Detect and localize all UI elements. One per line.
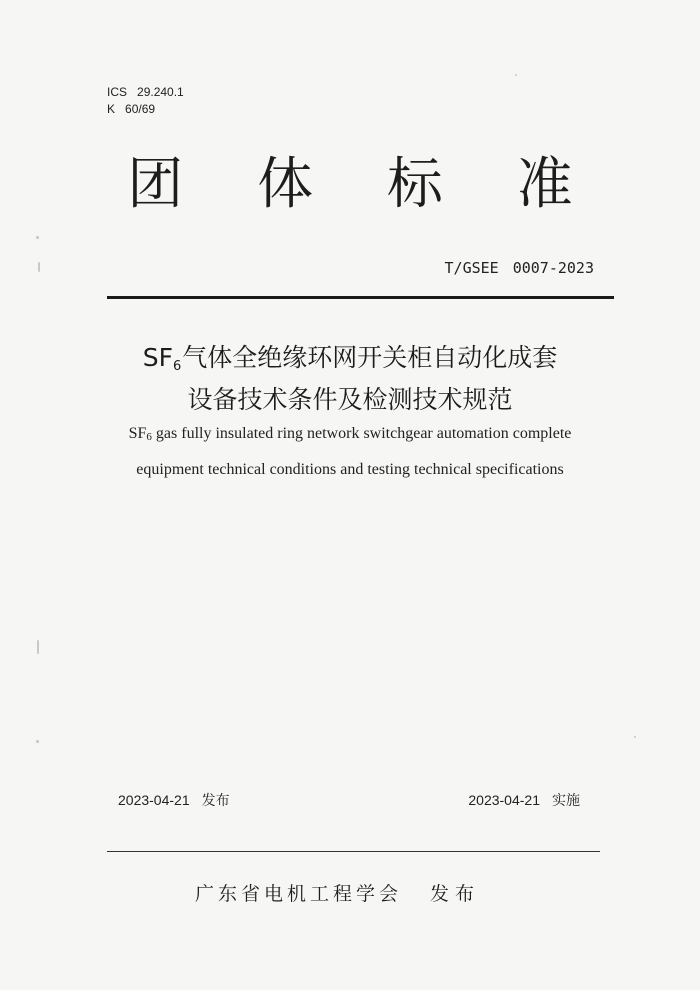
en-sf-subscript: 6 (146, 431, 152, 443)
cn-sf-subscript: 6 (172, 359, 182, 374)
issue-date (118, 790, 230, 810)
cn-sf: SF (142, 343, 173, 372)
publisher (195, 879, 480, 906)
k-label: K (107, 102, 116, 116)
issue-date-value: 2023-04-21 (118, 792, 190, 808)
issue-date-label: 发布 (201, 793, 230, 809)
scan-speck (634, 736, 636, 738)
impl-date-value: 2023-04-21 (468, 792, 540, 808)
scan-speck (36, 236, 39, 239)
en-sf: SF (128, 425, 147, 442)
english-title-line-2: equipment technical conditions and testing technical specifications (136, 461, 564, 478)
en-title-line1-text: gas fully insulated ring network switchgear automation complete (151, 425, 572, 442)
k-code: 60/69 (125, 102, 156, 116)
standard-type-title: 团 体 标 准 (127, 152, 601, 217)
implementation-date (468, 790, 580, 810)
standard-code: 0007-2023 (512, 259, 594, 277)
scan-speck (515, 74, 517, 76)
standard-prefix: T/GSEE (444, 259, 499, 277)
impl-date-label: 实施 (552, 793, 580, 809)
ics-label: ICS (107, 85, 128, 99)
standard-number (445, 259, 594, 277)
publisher-label: 发布 (430, 883, 481, 905)
english-title-line-1 (0, 425, 700, 443)
ics-row (107, 84, 184, 101)
header-divider (107, 296, 614, 299)
chinese-title-line-2: 设备技术条件及检测技术规范 (187, 385, 513, 414)
scan-speck (37, 640, 39, 654)
classification-codes (107, 84, 184, 118)
publisher-name: 广东省电机工程学会 (195, 883, 403, 905)
chinese-title-line-1 (0, 338, 700, 374)
footer-divider (107, 851, 600, 852)
scan-speck (36, 740, 39, 743)
k-row (107, 101, 184, 118)
scan-speck (38, 262, 40, 272)
cn-title-line1-text: 气体全绝缘环网开关柜自动化成套 (182, 343, 558, 372)
ics-code: 29.240.1 (137, 85, 184, 99)
